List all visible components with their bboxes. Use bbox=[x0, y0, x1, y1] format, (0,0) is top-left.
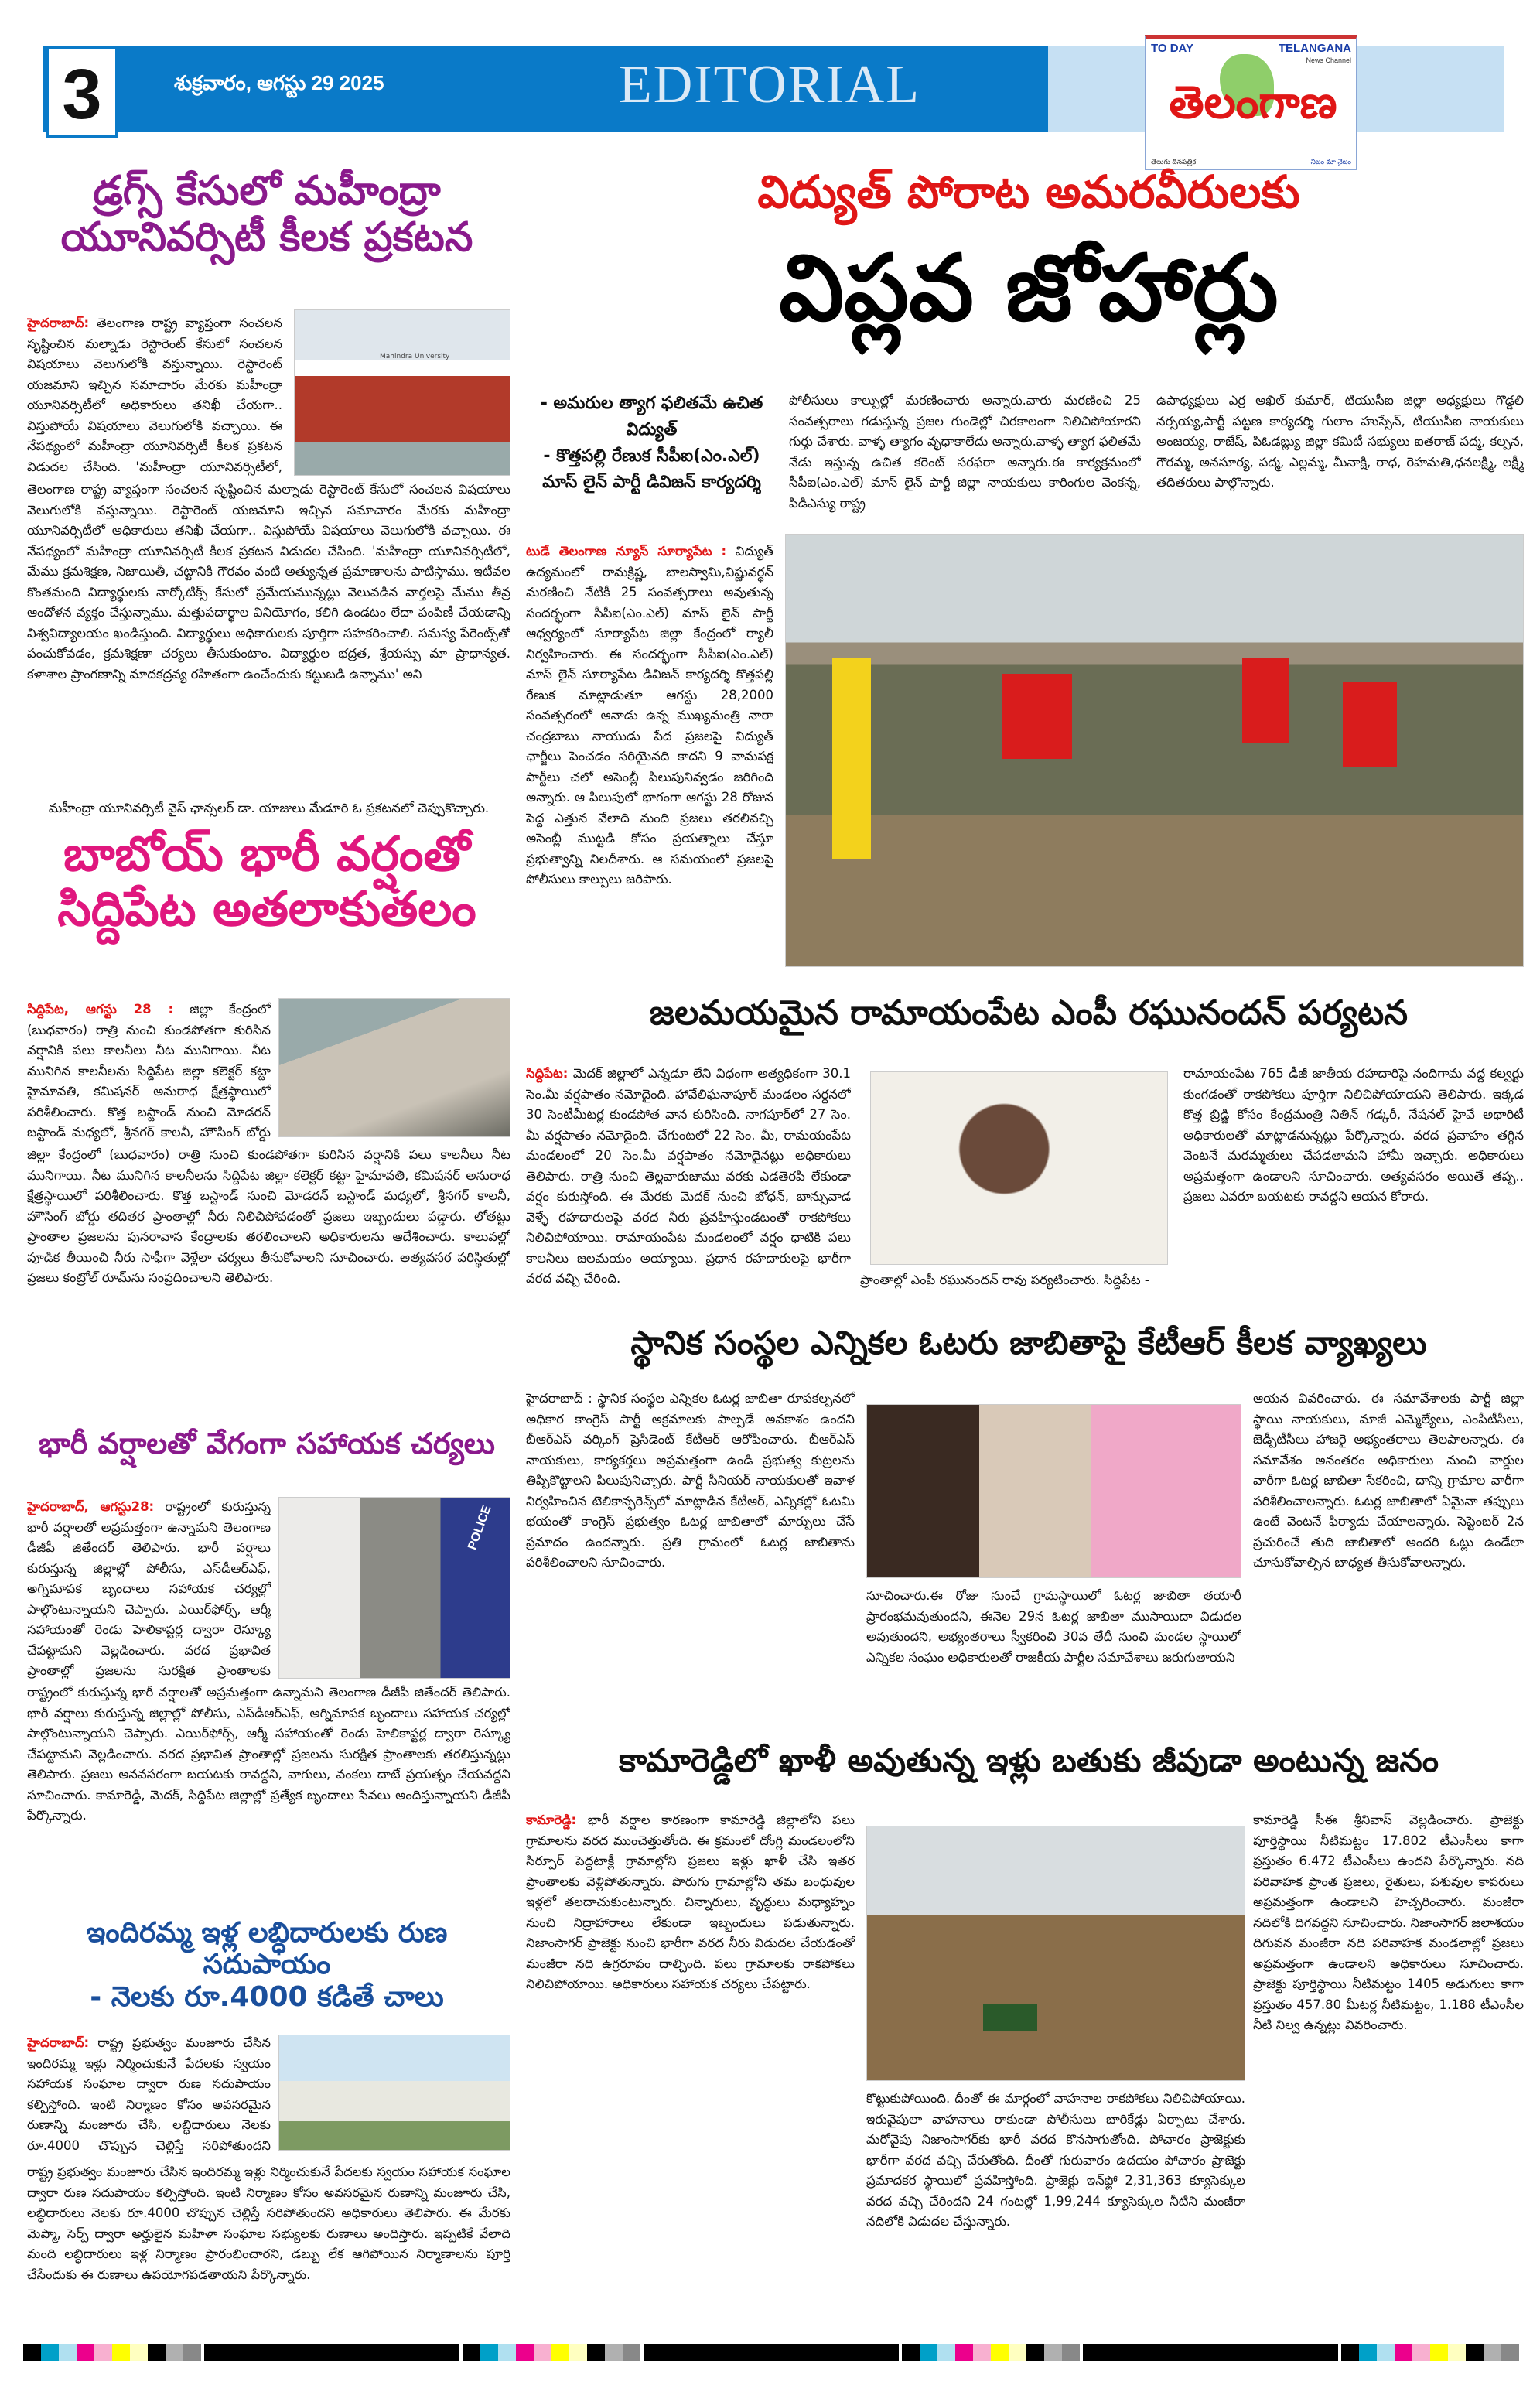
subhead-2: - కొత్తపల్లి రేణుక సీపీఐ(ఎం.ఎల్) మాస్ లైన్ పార్టీ డివిజన్ కార్యదర్శి bbox=[542, 446, 761, 492]
person-figure bbox=[832, 658, 871, 859]
photo-sign: Mahindra University bbox=[380, 353, 450, 360]
lead-subheads bbox=[526, 391, 777, 496]
color-swatch bbox=[955, 2344, 973, 2361]
color-swatch bbox=[1377, 2344, 1395, 2361]
dateline: హైదరాబాద్: bbox=[27, 2035, 90, 2050]
color-swatch bbox=[183, 2344, 201, 2361]
headline-kamareddy: కామారెడ్డిలో ఖాళీ అవుతున్న ఇళ్లు బతుకు జీవుడా అంటున్న జనం bbox=[619, 1741, 1439, 1779]
color-swatch bbox=[498, 2344, 516, 2361]
dateline: కామారెడ్డి: bbox=[526, 1813, 577, 1827]
red-flag-icon bbox=[1242, 658, 1289, 743]
newspaper-logo bbox=[1145, 35, 1357, 170]
black-block bbox=[204, 2344, 459, 2361]
article-text: తెలంగాణ రాష్ట్ర వ్యాప్తంగా సంచలన సృష్టించిన మల్నాడు రెస్టారెంట్ కేసులో సంచలన విషయాలు వెలుగులోకి వస్తున్నాయి. రెస్టారెంట్ యజమాని ఇచ్చిన సమాచారం మేరకు మహీంద్రా యూనివర్సిటీలో అధికారులు తనిఖీ చేయగా.. విస్తుపోయే విషయాలు వెలుగులోకి వచ్చాయి. ఈ నేపథ్యంలో మహీంద్రా యూనివర్సిటీ కీలక ప్రకటన విడుదల చేసింది. 'మహీంద్రా యూనివర్సిటీలో, మేము క్రమశిక్షణ, నిజాయితీ, చట్టానికి గౌరవం వంటి అత్యున్నత ప్రమాణాలను పాటిస్తాము. ఇటీవల కొంతమంది విద్యార్థులకు నార్కోటిక్స్ కేసులో ప్రమేయమున్నట్లు వెలువడిన వార్తలపై మేము తీవ్ర ఆందోళన వ్యక్తం చేస్తున్నాము. మత్తుపదార్థాల వినియోగం, కలిగి ఉండటం లేదా పంపిణీ చేయడాన్ని విశ్వవిద్యాలయం ఖండిస్తుంది. విద్యార్థులు అధికారులకు పూర్తిగా సహకరించాలి. సమస్య పేరెంట్స్‌తో పంచుకోవడం, క్రమశిక్షణా చర్యలు తీసుకుంటాం. విద్యార్థుల భద్రత, శ్రేయస్సు మా ప్రాధాన్యత. కళాశాల ప్రాంగణాన్ని మాదకద్రవ్య రహితంగా ఉంచేందుకు కట్టుబడి ఉన్నాము' అని bbox=[27, 482, 510, 682]
color-swatch bbox=[1484, 2344, 1501, 2361]
color-swatch bbox=[1026, 2344, 1044, 2361]
color-swatch bbox=[23, 2344, 41, 2361]
color-swatch bbox=[1412, 2344, 1430, 2361]
color-swatch bbox=[59, 2344, 77, 2361]
subhead-indiramma: - నెలకు రూ.4000 కడితే చాలు bbox=[90, 1980, 444, 2013]
color-swatch bbox=[1430, 2344, 1448, 2361]
dateline: హైదరాబాద్: bbox=[27, 316, 90, 330]
headline-relief: భారీ వర్షాలతో వేగంగా సహాయక చర్యలు bbox=[39, 1427, 495, 1461]
color-swatch bbox=[1044, 2344, 1062, 2361]
color-swatch bbox=[623, 2344, 640, 2361]
color-swatch bbox=[41, 2344, 59, 2361]
mp-raghunandan-photo bbox=[870, 1071, 1168, 1265]
lead-body-col1 bbox=[526, 542, 773, 972]
photo-caption: ప్రాంతాల్లో ఎంపీ రఘునందన్ రావు పర్యటించారు. సిద్దిపేట - bbox=[860, 1273, 1149, 1287]
print-color-bar bbox=[23, 2344, 1524, 2361]
color-swatch bbox=[1009, 2344, 1026, 2361]
color-swatch bbox=[1062, 2344, 1080, 2361]
collector-inspection-photo bbox=[278, 998, 510, 1137]
headline-raghunandan: జలమయమైన రామాయంపేట ఎంపీ రఘునందన్ పర్యటన bbox=[649, 993, 1409, 1033]
logo-name: తెలంగాణ bbox=[1169, 76, 1337, 128]
color-swatch bbox=[569, 2344, 587, 2361]
red-flag-icon bbox=[1002, 674, 1072, 759]
color-swatch bbox=[1395, 2344, 1412, 2361]
lead-headline: విప్లవ జోహార్లు bbox=[779, 234, 1279, 341]
logo-tagline-right: నిజం మా నైజం bbox=[1310, 158, 1351, 166]
color-swatch bbox=[480, 2344, 498, 2361]
article-text: జిల్లా కేంద్రంలో (బుధవారం) రాత్రి నుంచి కుండపోతగా కురిసిన వర్షానికి పలు కాలనీలు నీట మునిగాయి. నీట మునిగిన కాలనీలను సిద్దిపేట జిల్లా కలెక్టర్ కట్టా హైమావతి, కమిషనర్ అనురాధ క్షేత్రస్థాయిలో పరిశీలించారు. కొత్త బస్టాండ్ నుంచి మోడరన్ బస్టాండ్ మధ్యలో, శ్రీనగర్ కాలనీ, హౌసింగ్ బోర్డు bbox=[27, 1002, 271, 1140]
black-block bbox=[1083, 2344, 1338, 2361]
article-text: తెలంగాణ రాష్ట్ర వ్యాప్తంగా సంచలన సృష్టించిన మల్నాడు రెస్టారెంట్ కేసులో సంచలన విషయాలు వెలుగులోకి వస్తున్నాయి. రెస్టారెంట్ యజమాని ఇచ్చిన సమాచారం మేరకు మహీంద్రా యూనివర్సిటీలో అధికారులు తనిఖీ చేయగా.. విస్తుపోయే విషయాలు వెలుగులోకి వచ్చాయి. ఈ నేపథ్యంలో మహీంద్రా యూనివర్సిటీ కీలక ప్రకటన విడుదల చేసింది. 'మహీంద్రా యూనివర్సిటీలో, bbox=[27, 316, 282, 474]
color-swatch bbox=[920, 2344, 937, 2361]
logo-tagline-left: తెలుగు దినపత్రిక bbox=[1151, 158, 1197, 166]
color-swatch bbox=[1341, 2344, 1359, 2361]
logo-sub: News Channel bbox=[1306, 56, 1351, 64]
color-swatch bbox=[1359, 2344, 1377, 2361]
article-text: రాష్ట్రంలో కురుస్తున్న భారీ వర్షాలతో అప్రమత్తంగా ఉన్నామని తెలంగాణ డీజీపీ జితేందర్ తెలిపారు. భారీ వర్షాలు కురుస్తున్న జిల్లాల్లో పోలీసు, ఎస్‌డీఆర్‌ఎఫ్, అగ్నిమాపక బృందాలు సహాయక చర్యల్లో పాల్గొంటున్నాయని చెప్పారు. ఎయిర్‌ఫోర్స్, ఆర్మీ సహాయంతో రెండు హెలికాప్టర్ల ద్వారా రెస్క్యూ చేపట్టామని వెల్లడించారు. వరద ప్రభావిత ప్రాంతాల్లో ప్రజలను సురక్షిత ప్రాంతాలకు తరలిస్తున్నట్లు తెలిపారు. ప్రజలు అనవసరంగా బయటకు రావద్దని, వాగులు, వంకలు దాటే ప్రయత్నం చేయవద్దని సూచించారు. కామారెడ్డి, మెదక్, సిద్దిపేట జిల్లాల్లో ప్రత్యేక బృందాలు సేవలు అందిస్తున్నాయని డీజీపీ పేర్కొన్నారు. bbox=[27, 1685, 510, 1823]
color-swatch bbox=[94, 2344, 112, 2361]
flooded-street-photo bbox=[866, 1826, 1245, 2081]
lead-body-col2: పోలీసులు కాల్పుల్లో మరణించారు అన్నారు.వారు మరణించి 25 సంవత్సరాలు గడుస్తున్న ప్రజల గుండెల్లో చిరకాలంగా నిలిచిపోయారని గుర్తు చేశారు. వాళ్ళ త్యాగం వృధాకాలేదు అన్నారు.వాళ్ళ త్యాగ ఫలితమే నేడు ఇస్తున్న ఉచిత కరెంట్ సరఫరా అన్నారు.ఈ కార్యక్రమంలో సీపీఐ(ఎం.ఎల్) మాస్ లైన్ పార్టీ జిల్లా నాయకులు కారింగుల వెంకన్న, పిడిఎస్యు రాష్ట్ర bbox=[789, 393, 1141, 511]
article-closing: మహీంద్రా యూనివర్సిటీ వైస్ ఛాన్సలర్ డా. యాజులు మేడూరి ఓ ప్రకటనలో చెప్పుకొచ్చారు. bbox=[48, 801, 490, 815]
headline-siddipet-rain: బాబోయ్ భారీ వర్షంతో సిద్దిపేట అతలాకుతలం bbox=[57, 825, 476, 938]
article-body-cont bbox=[27, 480, 510, 793]
article-text: జిల్లా కేంద్రంలో (బుధవారం) రాత్రి నుంచి కుండపోతగా కురిసిన వర్షానికి పలు కాలనీలు నీట మునిగాయి. నీట మునిగిన కాలనీలను సిద్దిపేట జిల్లా కలెక్టర్ కట్టా హైమావతి, కమిషనర్ అనురాధ క్షేత్రస్థాయిలో పరిశీలించారు. కొత్త బస్టాండ్ నుంచి మోడరన్ బస్టాండ్ మధ్యలో, శ్రీనగర్ కాలనీ, హౌసింగ్ బోర్డు తదితర ప్రాంతాల్లో నీరు నిలిచిపోవడంతో ప్రజలు ఇబ్బందులు పడ్డారు. లోతట్టు ప్రాంతాల ప్రజలను పునరావాస కేంద్రాలకు తరలించాలని అధికారులను ఆదేశించారు. కాలువల్లో పూడిక తీయించి నీరు సాఫీగా వెళ్లేలా చర్యలు తీసుకోవాలని సూచించారు. అత్యవసర పరిస్థితుల్లో ప్రజలు కంట్రోల్ రూమ్‌ను సంప్రదించాలని తెలిపారు. bbox=[27, 1147, 510, 1285]
color-swatch bbox=[991, 2344, 1009, 2361]
article-text: భారీ వర్షాల కారణంగా కామారెడ్డి జిల్లాలోని పలు గ్రామాలను వరద ముంచెత్తుతోంది. ఈ క్రమంలో దోంగ్లి మండలంలోని సిర్పూర్ పెద్దటాక్లీ గ్రామాల్లోని ప్రజలు ఇళ్లు ఖాళీ చేసి ఇతర ప్రాంతాలకు వెళ్లిపోతున్నారు. పొరుగు గ్రామాల్లోని తమ బంధువుల ఇళ్లలో తలదాచుకుంటున్నారు. చిన్నారులు, వృద్ధులు మధ్యాహ్నం నుంచి నిద్రాహారాలు లేకుండా ఇబ్బందులు పడుతున్నారు. నిజాంసాగర్ ప్రాజెక్టు నుంచి భారీగా వరద నీరు విడుదల చేయడంతో మంజీరా నది ఉగ్రరూపం దాల్చింది. పలు గ్రామాలకు రాకపోకలు నిలిచిపోయాయి. అధికారులు సహాయక చర్యలు చేపట్టారు. bbox=[526, 1813, 855, 1991]
tractor-icon bbox=[983, 2004, 1037, 2031]
indiramma-house-photo bbox=[278, 2035, 510, 2151]
article-body-cont bbox=[27, 1683, 510, 1907]
dateline: సిద్దిపేట, ఆగస్టు 28 : bbox=[27, 1002, 174, 1017]
color-swatch bbox=[937, 2344, 955, 2361]
headline-mahindra: డ్రగ్స్ కేసులో మహీంద్రా యూనివర్సిటీ కీలక ప్రకటన bbox=[60, 168, 473, 261]
article-body: హైదరాబాద్ : స్థానిక సంస్థల ఎన్నికల ఓటర్ల జాబితా రూపకల్పనలో అధికార కాంగ్రెస్ పార్టీ అక్రమాలకు పాల్పడే అవకాశం ఉందని బీఆర్‌ఎస్ వర్కింగ్ ప్రెసిడెంట్ కేటీఆర్ ఆరోపించారు. బీఆర్‌ఎస్ నాయకులు, కార్యకర్తలు అప్రమత్తంగా ఉండి ప్రభుత్వ కుట్రలను తిప్పికొట్టాలని పిలుపునిచ్చారు. పార్టీ సీనియర్ నాయకులతో ఇవాళ నిర్వహించిన టెలికాన్ఫరెన్స్‌లో మాట్లాడిన కేటీఆర్, ఎన్నికల్లో ఓటమి భయంతో కాంగ్రెస్ ప్రభుత్వం ఓటర్ల జాబితాలో మార్పులు చేసే ప్రమాదం ఉందన్నారు. ప్రతి గ్రామంలో ఓటర్ల జాబితాను పరిశీలించాలని సూచించారు. bbox=[526, 1391, 855, 1570]
section-title: EDITORIAL bbox=[619, 55, 920, 114]
dateline: టుడే తెలంగాణ న్యూస్ సూర్యాపేట : bbox=[526, 544, 727, 559]
subhead-1: - అమరుల త్యాగ ఫలితమే ఉచిత విద్యుత్ bbox=[540, 394, 763, 439]
article-body-col3: రామాయంపేట 765 డీజీ జాతీయ రహదారిపై నందిగామ వద్ద కల్వర్టు కుంగడంతో రాకపోకలు పూర్తిగా నిలిచిపోయాయని తెలిపారు. ఇక్కడ కొత్త బ్రిడ్జి కోసం కేంద్రమంత్రి నితిన్ గడ్కరీ, నేషనల్ హైవే అథారిటీ అధికారులతో మాట్లాడనున్నట్లు పేర్కొన్నారు. వరద ప్రవాహం తగ్గిన వెంటనే మరమ్మతులు చేపడతామని హామీ ఇచ్చారు. అధికారులు అప్రమత్తంగా ఉండాలని సూచించారు. అత్యవసరం అయితే తప్ప.. ప్రజలు ఎవరూ బయటకు రావద్దని ఆయన కోరారు. bbox=[1183, 1066, 1524, 1204]
article-body bbox=[27, 1497, 271, 1681]
article-body bbox=[526, 1810, 855, 2302]
color-swatch bbox=[1466, 2344, 1484, 2361]
article-body-col2: కొట్టుకుపోయింది. దీంతో ఈ మార్గంలో వాహనాల రాకపోకలు నిలిచిపోయాయి. ఇరువైపులా వాహనాలు రాకుండా పోలీసులు బారికేడ్లు ఏర్పాటు చేశారు. మరోవైపు నిజాంసాగర్‌కు భారీ వరద కొనసాగుతోంది. పోచారం ప్రాజెక్టుకు భారీగా వరద వచ్చి చేరుతోంది. దీంతో గురువారం ఉదయం పోచారం ప్రాజెక్టు ప్రమాదకర స్థాయిలో ప్రవహిస్తోంది. ప్రాజెక్టు ఇన్‌ఫ్లో 2,31,363 క్యూసెక్కుల వరద వచ్చి చేరిందని 24 గంటల్లో 1,99,244 క్యూసెక్కుల నీటిని మంజీరా నదిలోకి విడుదల చేస్తున్నారు. bbox=[866, 2091, 1245, 2229]
color-swatch bbox=[516, 2344, 534, 2361]
article-body-col3: కామారెడ్డి సీఈ శ్రీనివాస్ వెల్లడించారు. ప్రాజెక్టు పూర్తిస్థాయి నీటిమట్టం 17.802 టీఎంసీలు కాగా ప్రస్తుతం 6.472 టీఎంసీలు ఉందని పేర్కొన్నారు. నది పరివాహక ప్రాంత ప్రజలు, రైతులు, పశువుల కాపరులు అప్రమత్తంగా ఉండాలని హెచ్చరించారు. మంజీరా నదిలోకి దిగవద్దని సూచించారు. నిజాంసాగర్ జలాశయం దిగువన మంజీరా నది పరివాహక మండలాల్లో ప్రజలు అప్రమత్తంగా ఉండాలని అధికారులు సూచించారు. ప్రాజెక్టు పూర్తిస్థాయి నీటిమట్టం 1405 అడుగులు కాగా ప్రస్తుతం 457.80 మీటర్ల నీటిమట్టం, 1.188 టీఎంసీల నీటి నిల్వ ఉన్నట్లు వివరించారు. bbox=[1253, 1813, 1524, 2032]
color-swatch bbox=[587, 2344, 605, 2361]
article-text: విద్యుత్ ఉద్యమంలో రామక్రిష్ణ, బాలస్వామి,విష్ణువర్ధన్ మరణించి నేటికీ 25 సంవత్సరాలు అవుతున్న సందర్భంగా సీపీఐ(ఎం.ఎల్) మాస్ లైన్ పార్టీ ఆధ్వర్యంలో సూర్యాపేట జిల్లా కేంద్రంలో ర్యాలీ నిర్వహించారు. ఈ సందర్భంగా సీపీఐ(ఎం.ఎల్) మాస్ లైన్ సూర్యాపేట డివిజన్ కార్యదర్శి కొత్తపల్లి రేణుక మాట్లాడుతూ ఆగస్టు 28,2000 సంవత్సరంలో ఆనాడు ఉన్న ముఖ్యమంత్రి నారా చంద్రబాబు నాయుడు పేద ప్రజలపై విద్యుత్ ఛార్జీలు పెంచడం సరియైనది కాదని 9 వామపక్ష పార్టీలు చలో అసెంబ్లీ పిలుపునివ్వడం జరిగింది అన్నారు. ఆ పిలుపులో భాగంగా ఆగస్టు 28 రోజున పెద్ద ఎత్తున వేలాది మంది ప్రజలు తరలివచ్చి అసెంబ్లీ ముట్టడి కోసం ప్రయత్నాలు చేస్తూ ప్రభుత్వాన్ని నిలదీశారు. ఆ సమయంలో ప్రజలపై పోలీసులు కాల్పులు జరిపారు. bbox=[526, 544, 773, 887]
police-sign: POLICE bbox=[466, 1503, 494, 1552]
issue-date: శుక్రవారం, ఆగస్టు 29 2025 bbox=[174, 71, 384, 94]
lead-body-col3: ఉపాధ్యక్షులు ఎర్ర అఖిల్ కుమార్, టియుసీఐ జిల్లా అధ్యక్షులు గొడ్డలి నర్సయ్య,పార్టీ పట్టణ కార్యదర్శి గులాం హుస్సేన్, టియుసీఐ నాయకులు అంజయ్య, రాజేష్, పిఓడబ్ల్యు జిల్లా కమిటీ సభ్యులు ఐతరాజ్ పద్మ, కల్పన, గౌరమ్మ, అనసూర్య, పద్మ, ఎల్లమ్మ, మీనాక్షి, రాధ, రెహమతి,ధనలక్ష్మి, లక్ష్మీ తదితరులు పాల్గొన్నారు. bbox=[1156, 393, 1524, 490]
article-body-cont bbox=[27, 2162, 510, 2305]
color-swatch bbox=[130, 2344, 148, 2361]
color-swatch bbox=[112, 2344, 130, 2361]
article-text: మెదక్ జిల్లాలో ఎన్నడూ లేని విధంగా అత్యధికంగా 30.1 సెం.మీ వర్షపాతం నమోదైంది. హావేలిఘనాపూర్ మండలం సర్దనలో 30 సెంటీమీటర్ల కుండపోత వాన కురిసింది. నాగపూర్‌లో 27 సెం. మీ వర్షపాతం నమోదైంది. చేగుంటలో 22 సెం. మీ, రామయంపేట మండలంలో 20 సెం.మీ వర్షపాతం నమోదైనట్లు అధికారులు తెలిపారు. రాత్రి నుంచి తెల్లవారుజాము వరకు ఎడతెరపి లేకుండా వర్షం కురుస్తోంది. ఈ మేరకు మెదక్ నుంచి బోధన్, బాన్సువాడ వెళ్ళే రహదారులపై వరద నీరు ప్రవహిస్తుండటంతో రాకపోకలు నిలిచిపోయాయి. రామాయంపేట మండలంలో వర్షం ధాటికి పలు కాలనీలు జలమయం అయ్యాయి. ప్రధాన రహదారులపై భారీగా వరద వచ్చి చేరింది. bbox=[526, 1066, 851, 1286]
color-swatch bbox=[902, 2344, 920, 2361]
article-text: రాష్ట్ర ప్రభుత్వం మంజూరు చేసిన ఇందిరమ్మ ఇళ్లు నిర్మించుకునే పేదలకు స్వయం సహాయక సంఘాల ద్వారా రుణ సదుపాయం కల్పిస్తోంది. ఇంటి నిర్మాణం కోసం అవసరమైన రుణాన్ని మంజూరు చేసి, లబ్ధిదారులు నెలకు రూ.4000 చొప్పున చెల్లిస్తే సరిపోతుందని అధికారులు తెలిపారు. ఈ మేరకు మెప్మా, సెర్ప్ ద్వారా అర్హులైన మహిళా సంఘాల సభ్యులకు రుణాలు అందిస్తారు. ఇప్పటికే వేలాది మంది లబ్ధిదారులు ఇళ్ల నిర్మాణం ప్రారంభించారని, డబ్బు లేక ఆగిపోయిన నిర్మాణాలను పూర్తి చేసేందుకు ఈ రుణాలు ఉపయోగపడతాయని పేర్కొన్నారు. bbox=[27, 2165, 510, 2282]
article-body bbox=[526, 1064, 851, 1310]
black-block bbox=[644, 2344, 899, 2361]
color-swatch bbox=[534, 2344, 551, 2361]
page-number: 3 bbox=[46, 46, 118, 138]
article-body-cont bbox=[27, 1145, 510, 1412]
article-text: రాష్ట్రంలో కురుస్తున్న భారీ వర్షాలతో అప్రమత్తంగా ఉన్నామని తెలంగాణ డీజీపీ జితేందర్ తెలిపారు. భారీ వర్షాలు కురుస్తున్న జిల్లాల్లో పోలీసు, ఎస్‌డీఆర్‌ఎఫ్, అగ్నిమాపక బృందాలు సహాయక చర్యల్లో పాల్గొంటున్నాయని చెప్పారు. ఎయిర్‌ఫోర్స్, ఆర్మీ సహాయంతో రెండు హెలికాప్టర్ల ద్వారా రెస్క్యూ చేపట్టామని వెల్లడించారు. వరద ప్రభావిత ప్రాంతాల్లో ప్రజలను సురక్షిత ప్రాంతాలకు bbox=[27, 1499, 271, 1678]
article-text: రాష్ట్ర ప్రభుత్వం మంజూరు చేసిన ఇందిరమ్మ ఇళ్లు నిర్మించుకునే పేదలకు స్వయం సహాయక సంఘాల ద్వారా రుణ సదుపాయం కల్పిస్తోంది. ఇంటి నిర్మాణం కోసం అవసరమైన రుణాన్ని మంజూరు చేసి, లబ్ధిదారులు నెలకు రూ.4000 చొప్పున చెల్లిస్తే సరిపోతుందని bbox=[27, 2035, 271, 2153]
color-swatch bbox=[605, 2344, 623, 2361]
article-body bbox=[27, 313, 282, 477]
rally-photo bbox=[785, 534, 1524, 967]
dateline: హైదరాబాద్, ఆగస్టు28: bbox=[27, 1499, 155, 1514]
article-body-col2: సూచించారు.ఈ రోజు నుంచే గ్రామస్థాయిలో ఓటర్ల జాబితా తయారీ ప్రారంభమవుతుందని, ఈనెల 29న ఓటర్ల జాబితా ముసాయిదా విడుదల అవుతుందని, అభ్యంతరాలు స్వీకరించి 30వ తేదీ నుంచి మండల స్థాయిలో ఎన్నికల సంఘం అధికారులతో రాజకీయ పార్టీల సమావేశాలు జరుగుతాయని bbox=[866, 1588, 1241, 1665]
article-body bbox=[27, 999, 271, 1143]
ktr-photo bbox=[866, 1404, 1241, 1578]
article-body-col3: ఆయన వివరించారు. ఈ సమావేశాలకు పార్టీ జిల్లా స్థాయి నాయకులు, మాజీ ఎమ్మెల్యేలు, ఎంపీటీసీలు, జెడ్పీటీసీలు హాజరై అభ్యంతరాలు తెలపాలన్నారు. ఈ సమావేశం అనంతరం అధికారులు నుంచి వార్డుల వారీగా ఓటర్ల జాబితా సేకరించి, దాన్ని గ్రామాల వారీగా పరిశీలించాలన్నారు. ఓటర్ల జాబితాలో ఏమైనా తప్పులు ఉంటే వెంటనే ఫిర్యాదు చేయాలన్నారు. సెప్టెంబర్ 2న ప్రచురించే తుది జాబితాలో అందరి ఓట్లు ఉండేలా చూసుకోవాల్సిన బాధ్యత తీసుకోవాలన్నారు. bbox=[1253, 1391, 1524, 1570]
dgp-photo bbox=[278, 1497, 510, 1679]
color-swatch bbox=[463, 2344, 480, 2361]
mahindra-university-photo bbox=[294, 309, 510, 476]
color-swatch bbox=[551, 2344, 569, 2361]
logo-telangana: TELANGANA bbox=[1278, 42, 1351, 55]
lead-kicker: విద్యుత్ పోరాట అమరవీరులకు bbox=[757, 166, 1300, 218]
logo-today: TO DAY bbox=[1151, 42, 1194, 55]
color-swatch bbox=[973, 2344, 991, 2361]
color-swatch bbox=[1501, 2344, 1519, 2361]
indiramma-heading-block bbox=[23, 1917, 510, 2013]
color-swatch bbox=[166, 2344, 183, 2361]
dateline: సిద్దిపేట: bbox=[526, 1066, 569, 1081]
headline-indiramma: ఇందిరమ్మ ఇళ్ల లబ్ధిదారులకు రుణ సదుపాయం bbox=[86, 1917, 448, 1981]
color-swatch bbox=[1448, 2344, 1466, 2361]
headline-ktr: స్థానిక సంస్థల ఎన్నికల ఓటరు జాబితాపై కేటీఆర్ కీలక వ్యాఖ్యలు bbox=[630, 1324, 1427, 1362]
color-swatch bbox=[77, 2344, 94, 2361]
color-swatch bbox=[148, 2344, 166, 2361]
article-body bbox=[27, 2033, 271, 2156]
red-flag-icon bbox=[1343, 682, 1397, 767]
